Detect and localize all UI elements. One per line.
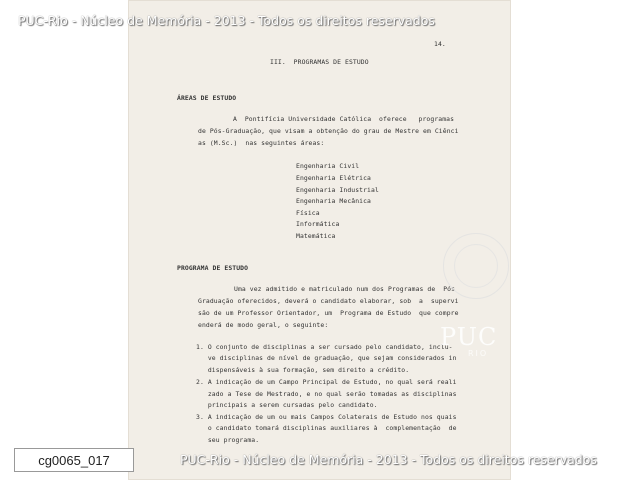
puc-logo-text: PUC [440, 323, 498, 351]
area-list-item: Engenharia Civil [296, 162, 360, 170]
rio-logo-text: RIO [468, 349, 489, 358]
areas-heading: ÁREAS DE ESTUDO [177, 94, 237, 102]
copyright-watermark-bottom: PUC-Rio - Núcleo de Memória - 2013 - Todos os direitos reservados [180, 452, 597, 467]
image-id-label: cg0065_017 [14, 448, 134, 472]
area-list-item: Engenharia Industrial [296, 186, 379, 194]
programa-intro-line: enderá de modo geral, o seguinte: [198, 321, 329, 329]
area-list-item: Física [296, 209, 320, 217]
programa-item-line: 2. A indicação de um Campo Principal de Estudo, no qual será reali [196, 378, 457, 386]
programa-intro-line: Uma vez admitido e matriculado num dos Programas de Pós [234, 285, 456, 293]
programa-intro-line: Graduação oferecidos, deverá o candidato elaborar, sob a supervi [198, 297, 459, 305]
programa-intro-line: são de um Professor Orientador, um Programa de Estudo que compre [198, 309, 459, 317]
areas-intro-line: A Pontifícia Universidade Católica oferece programas [233, 115, 455, 123]
programa-item-line: dispensáveis à sua formação, sem direito a crédito. [196, 366, 410, 374]
copyright-watermark-top: PUC-Rio - Núcleo de Memória - 2013 - Todos os direitos reservados [18, 13, 435, 28]
area-list-item: Engenharia Mecânica [296, 197, 372, 205]
area-list-item: Informática [296, 220, 340, 228]
area-list-item: Matemática [296, 232, 336, 240]
programa-item-line: ve disciplinas de nível de graduação, que sejam considerados in [196, 354, 457, 362]
section-title: III. PROGRAMAS DE ESTUDO [270, 58, 369, 66]
programa-item-line: zado a Tese de Mestrado, e no qual serão tomadas as disciplinas [196, 390, 457, 398]
programa-item-line: seu programa. [196, 436, 260, 444]
areas-intro-line: de Pós-Graduação, que visam a obtenção do grau de Mestre em Ciênci [198, 127, 459, 135]
areas-intro-line: as (M.Sc.) nas seguintes áreas: [198, 139, 325, 147]
programa-item-line: o candidato tomará disciplinas auxiliares à complementação de [196, 424, 457, 432]
programa-item-line: 1. O conjunto de disciplinas a ser cursado pelo candidato, inclu- [196, 343, 453, 351]
programa-item-line: 3. A indicação de um ou mais Campos Colaterais de Estudo nos quais [196, 413, 457, 421]
page-number: 14. [434, 40, 446, 48]
area-list-item: Engenharia Elétrica [296, 174, 372, 182]
programa-item-line: principais a serem cursadas pelo candidato. [196, 401, 378, 409]
puc-seal-watermark [443, 233, 509, 299]
programa-heading: PROGRAMA DE ESTUDO [177, 264, 249, 272]
